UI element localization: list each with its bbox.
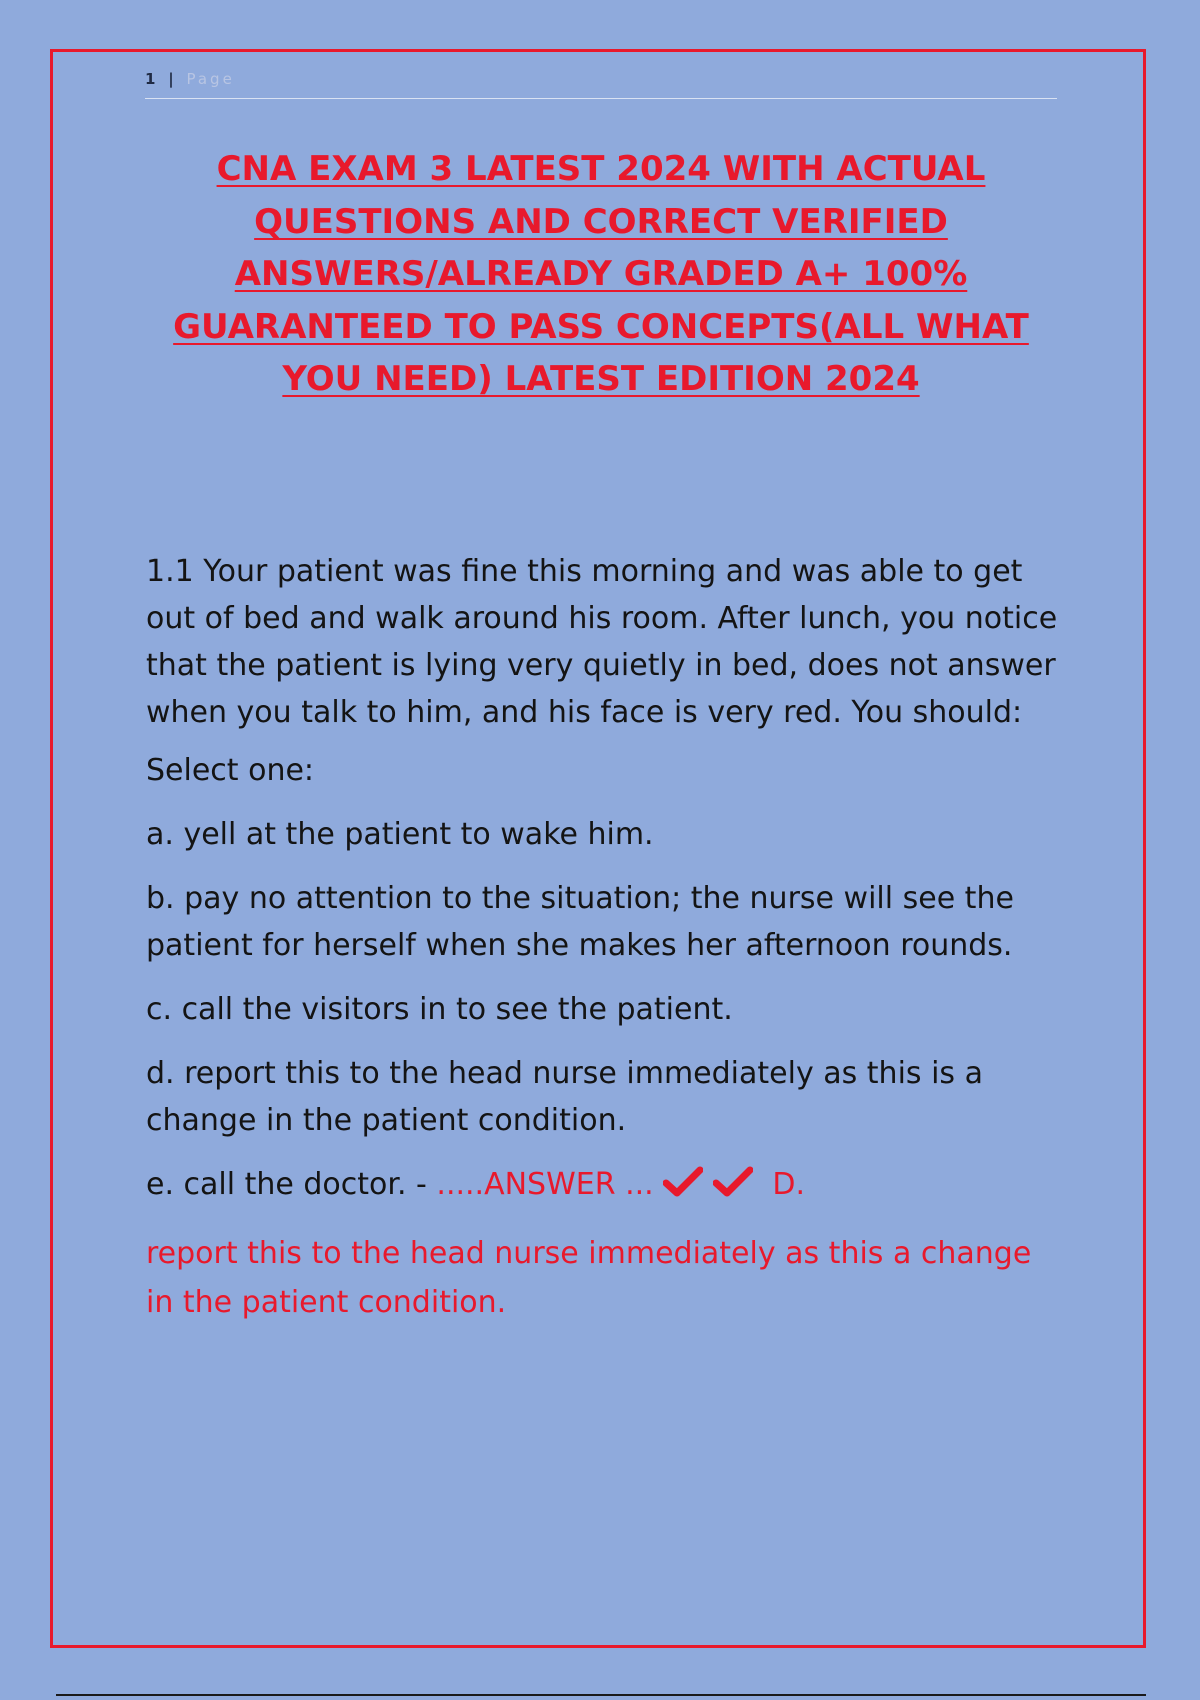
question-text: 1.1 Your patient was fine this morning and was able to get out of bed and walk around his room. After lunch, you notice that the patient is lying very quietly in bed, does not answer when you talk to him, and his face is very red. You should: [146,554,1058,730]
bottom-divider [56,1694,1146,1696]
answer-text: report this to the head nurse immediately as this a change in the patient condition. [146,1236,1032,1320]
option-c: c. call the visitors in to see the patient. [146,992,733,1027]
page-label: Page [186,70,235,88]
answer-letter: D. [772,1167,805,1202]
option-d: d. report this to the head nurse immediately as this is a change in the patient condition. [146,1056,983,1138]
option-a: a. yell at the patient to wake him. [146,817,654,852]
option-b: b. pay no attention to the situation; the nurse will see the patient for herself when she makes her afternoon rounds. [146,881,1014,963]
page-separator: | [168,70,177,88]
page-header [145,70,1057,99]
page-number: 1 [145,70,159,88]
answer-prefix: .....ANSWER ... [436,1167,654,1202]
option-e: e. call the doctor. - [146,1167,437,1202]
title-text: CNA EXAM 3 LATEST 2024 WITH ACTUAL QUESTIONS AND CORRECT VERIFIED ANSWERS/ALREADY GRADED A+ 100% GUARANTEED TO PASS CONCEPTS(ALL WHAT YOU NEED) LATEST EDITION 2024 [173,149,1029,399]
question-block [146,548,1066,1327]
option-e-line [146,1161,1066,1212]
check-icon [663,1165,703,1212]
document-title [145,143,1057,406]
select-prompt: Select one: [146,753,315,788]
check-icon [713,1165,753,1212]
